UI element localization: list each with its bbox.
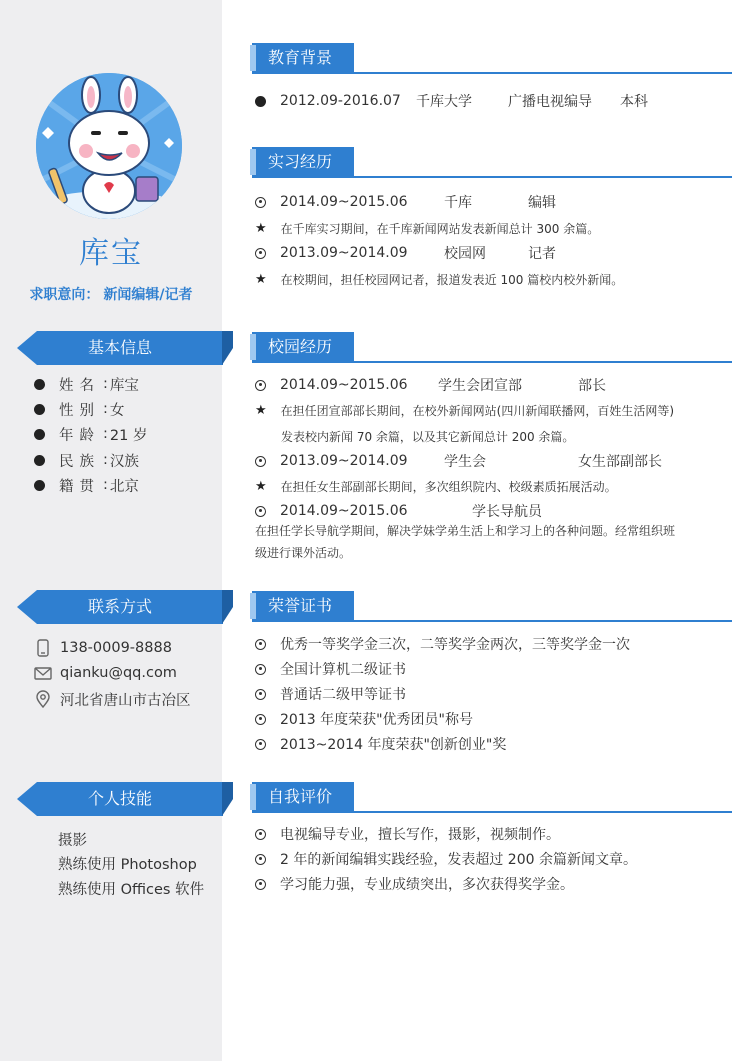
intent-label: 求职意向： bbox=[29, 287, 100, 303]
contact-title: 联系方式 bbox=[87, 597, 152, 616]
internship-org: 校园网 bbox=[444, 246, 486, 262]
campus-desc-text: 在担任女生部副部长期间，多次组织院内、校级素质拓展活动。 bbox=[280, 479, 617, 494]
circle-bullet-icon bbox=[255, 248, 266, 259]
self-eval-text: 2 年的新闻编辑实践经验，发表超过 200 余篇新闻文章。 bbox=[280, 852, 637, 868]
campus-desc-text: 级进行课外活动。 bbox=[255, 546, 352, 560]
skills-title: 个人技能 bbox=[87, 789, 152, 808]
section-divider bbox=[252, 620, 732, 622]
intent-value: 新闻编辑/记者 bbox=[103, 287, 193, 303]
info-label: 性别 bbox=[59, 402, 100, 419]
internship-role: 记者 bbox=[528, 246, 556, 262]
campus-period: 2014.09~2015.06 bbox=[280, 377, 408, 393]
honors-title: 荣誉证书 bbox=[252, 591, 354, 621]
campus-period: 2014.09~2015.06 bbox=[280, 503, 408, 519]
honor-item bbox=[255, 708, 473, 730]
info-label: 年龄 bbox=[59, 427, 100, 444]
avatar bbox=[36, 73, 182, 219]
info-row-ethnicity: 民族 : 汉族 bbox=[34, 449, 139, 471]
internship-desc bbox=[255, 268, 623, 290]
honor-item bbox=[255, 658, 406, 680]
campus-desc bbox=[255, 475, 617, 497]
info-label: 籍贯 bbox=[59, 478, 100, 495]
info-label: 民族 bbox=[59, 453, 100, 470]
circle-bullet-icon bbox=[255, 739, 266, 750]
honor-item bbox=[255, 683, 406, 705]
education-period: 2012.09-2016.07 bbox=[280, 93, 401, 109]
bullet-icon bbox=[34, 379, 45, 390]
job-intention bbox=[0, 284, 222, 304]
self-eval-item bbox=[255, 873, 574, 895]
circle-bullet-icon bbox=[255, 197, 266, 208]
honors-header bbox=[252, 591, 732, 621]
education-header bbox=[252, 43, 732, 73]
honor-text: 全国计算机二级证书 bbox=[280, 662, 406, 678]
basic-info-title: 基本信息 bbox=[87, 338, 152, 357]
campus-header bbox=[252, 332, 732, 362]
internship-header bbox=[252, 147, 732, 177]
internship-period: 2013.09~2014.09 bbox=[280, 245, 408, 261]
self-eval-header bbox=[252, 782, 732, 812]
skills-banner bbox=[17, 782, 233, 816]
contact-phone bbox=[34, 637, 172, 659]
info-label: 姓名 bbox=[59, 377, 100, 394]
star-bullet-icon: ★ bbox=[255, 220, 267, 236]
section-divider bbox=[252, 176, 732, 178]
education-title: 教育背景 bbox=[252, 43, 354, 73]
campus-desc-text: 在担任团宣部部长期间，在校外新闻网站(四川新闻联播网，百姓生活网等) bbox=[280, 403, 675, 418]
circle-bullet-icon bbox=[255, 639, 266, 650]
internship-row bbox=[255, 191, 556, 213]
bullet-icon bbox=[34, 404, 45, 415]
self-eval-text: 学习能力强，专业成绩突出，多次获得奖学金。 bbox=[280, 877, 574, 893]
contact-banner bbox=[17, 590, 233, 624]
info-value: 库宝 bbox=[109, 377, 139, 394]
honor-item bbox=[255, 733, 506, 755]
email-address[interactable]: qianku@qq.com bbox=[60, 665, 177, 681]
campus-role: 部长 bbox=[578, 378, 606, 394]
education-degree: 本科 bbox=[620, 94, 648, 110]
info-row-hometown: 籍贯 : 北京 bbox=[34, 474, 139, 496]
internship-row bbox=[255, 242, 556, 264]
self-eval-text: 电视编导专业，擅长写作，摄影，视频制作。 bbox=[280, 827, 560, 843]
circle-bullet-icon bbox=[255, 829, 266, 840]
address-text: 河北省唐山市古冶区 bbox=[60, 692, 191, 709]
internship-desc bbox=[255, 217, 599, 239]
contact-address bbox=[34, 688, 191, 710]
circle-bullet-icon bbox=[255, 380, 266, 391]
education-major: 广播电视编导 bbox=[508, 94, 592, 110]
campus-org: 学生会团宣部 bbox=[438, 378, 522, 394]
phone-number[interactable]: 138-0009-8888 bbox=[60, 640, 172, 656]
candidate-name: 库宝 bbox=[79, 236, 143, 271]
circle-bullet-icon bbox=[255, 664, 266, 675]
skill-item: 摄影 bbox=[58, 833, 87, 849]
circle-bullet-icon bbox=[255, 689, 266, 700]
campus-row bbox=[255, 374, 606, 396]
circle-bullet-icon bbox=[255, 879, 266, 890]
internship-org: 千库 bbox=[444, 195, 472, 211]
basic-info-banner bbox=[17, 331, 233, 365]
campus-org: 学生会 bbox=[444, 454, 486, 470]
section-divider bbox=[252, 361, 732, 363]
campus-desc-cont bbox=[281, 425, 574, 447]
internship-period: 2014.09~2015.06 bbox=[280, 194, 408, 210]
self-eval-item bbox=[255, 823, 560, 845]
circle-bullet-icon bbox=[255, 854, 266, 865]
campus-period: 2013.09~2014.09 bbox=[280, 453, 408, 469]
honor-item bbox=[255, 633, 630, 655]
internship-desc-text: 在校期间，担任校园网记者，报道发表近 100 篇校内校外新闻。 bbox=[280, 272, 624, 287]
star-bullet-icon: ★ bbox=[255, 478, 267, 494]
internship-role: 编辑 bbox=[528, 195, 556, 211]
info-value: 北京 bbox=[109, 478, 139, 495]
location-icon bbox=[34, 690, 52, 708]
circle-bullet-icon bbox=[255, 456, 266, 467]
skill-item: 熟练使用 Offices 软件 bbox=[58, 882, 205, 898]
skill-item: 熟练使用 Photoshop bbox=[58, 857, 197, 873]
mail-icon bbox=[34, 664, 52, 682]
info-row-name: 姓名 : 库宝 bbox=[34, 373, 139, 395]
bullet-icon bbox=[255, 96, 266, 107]
circle-bullet-icon bbox=[255, 714, 266, 725]
star-bullet-icon: ★ bbox=[255, 402, 267, 418]
campus-desc-text: 在担任学长导航学期间，解决学妹学弟生活上和学习上的各种问题。经常组织班 bbox=[255, 524, 676, 538]
campus-desc-text: 发表校内新闻 70 余篇，以及其它新闻总计 200 余篇。 bbox=[281, 429, 575, 444]
phone-icon bbox=[34, 639, 52, 657]
bullet-icon bbox=[34, 429, 45, 440]
section-divider bbox=[252, 72, 732, 74]
contact-email bbox=[34, 662, 177, 684]
campus-desc-block bbox=[255, 520, 725, 564]
info-value: 汉族 bbox=[109, 453, 139, 470]
sidebar bbox=[0, 0, 222, 1061]
internship-title: 实习经历 bbox=[252, 147, 354, 177]
info-row-gender: 性别 : 女 bbox=[34, 398, 124, 420]
self-eval-item bbox=[255, 848, 637, 870]
campus-org: 学长导航员 bbox=[472, 504, 542, 520]
honor-text: 优秀一等奖学金三次，二等奖学金两次，三等奖学金一次 bbox=[280, 637, 630, 653]
honor-text: 2013~2014 年度荣获"创新创业"奖 bbox=[280, 737, 507, 753]
campus-title: 校园经历 bbox=[252, 332, 354, 362]
campus-desc bbox=[255, 399, 674, 421]
self-eval-title: 自我评价 bbox=[252, 782, 354, 812]
honor-text: 普通话二级甲等证书 bbox=[280, 687, 406, 703]
bullet-icon bbox=[34, 455, 45, 466]
circle-bullet-icon bbox=[255, 506, 266, 517]
education-row bbox=[255, 90, 648, 112]
campus-row bbox=[255, 500, 542, 522]
campus-role: 女生部副部长 bbox=[578, 454, 662, 470]
bullet-icon bbox=[34, 480, 45, 491]
honor-text: 2013 年度荣获"优秀团员"称号 bbox=[280, 712, 473, 728]
star-bullet-icon: ★ bbox=[255, 271, 267, 287]
section-divider bbox=[252, 811, 732, 813]
internship-desc-text: 在千库实习期间，在千库新闻网站发表新闻总计 300 余篇。 bbox=[280, 221, 600, 236]
info-row-age: 年龄 : 21 岁 bbox=[34, 423, 147, 445]
education-school: 千库大学 bbox=[416, 94, 472, 110]
campus-row bbox=[255, 450, 662, 472]
info-value: 21 岁 bbox=[109, 427, 148, 444]
info-value: 女 bbox=[109, 402, 125, 419]
bunny-avatar-icon bbox=[36, 73, 182, 219]
